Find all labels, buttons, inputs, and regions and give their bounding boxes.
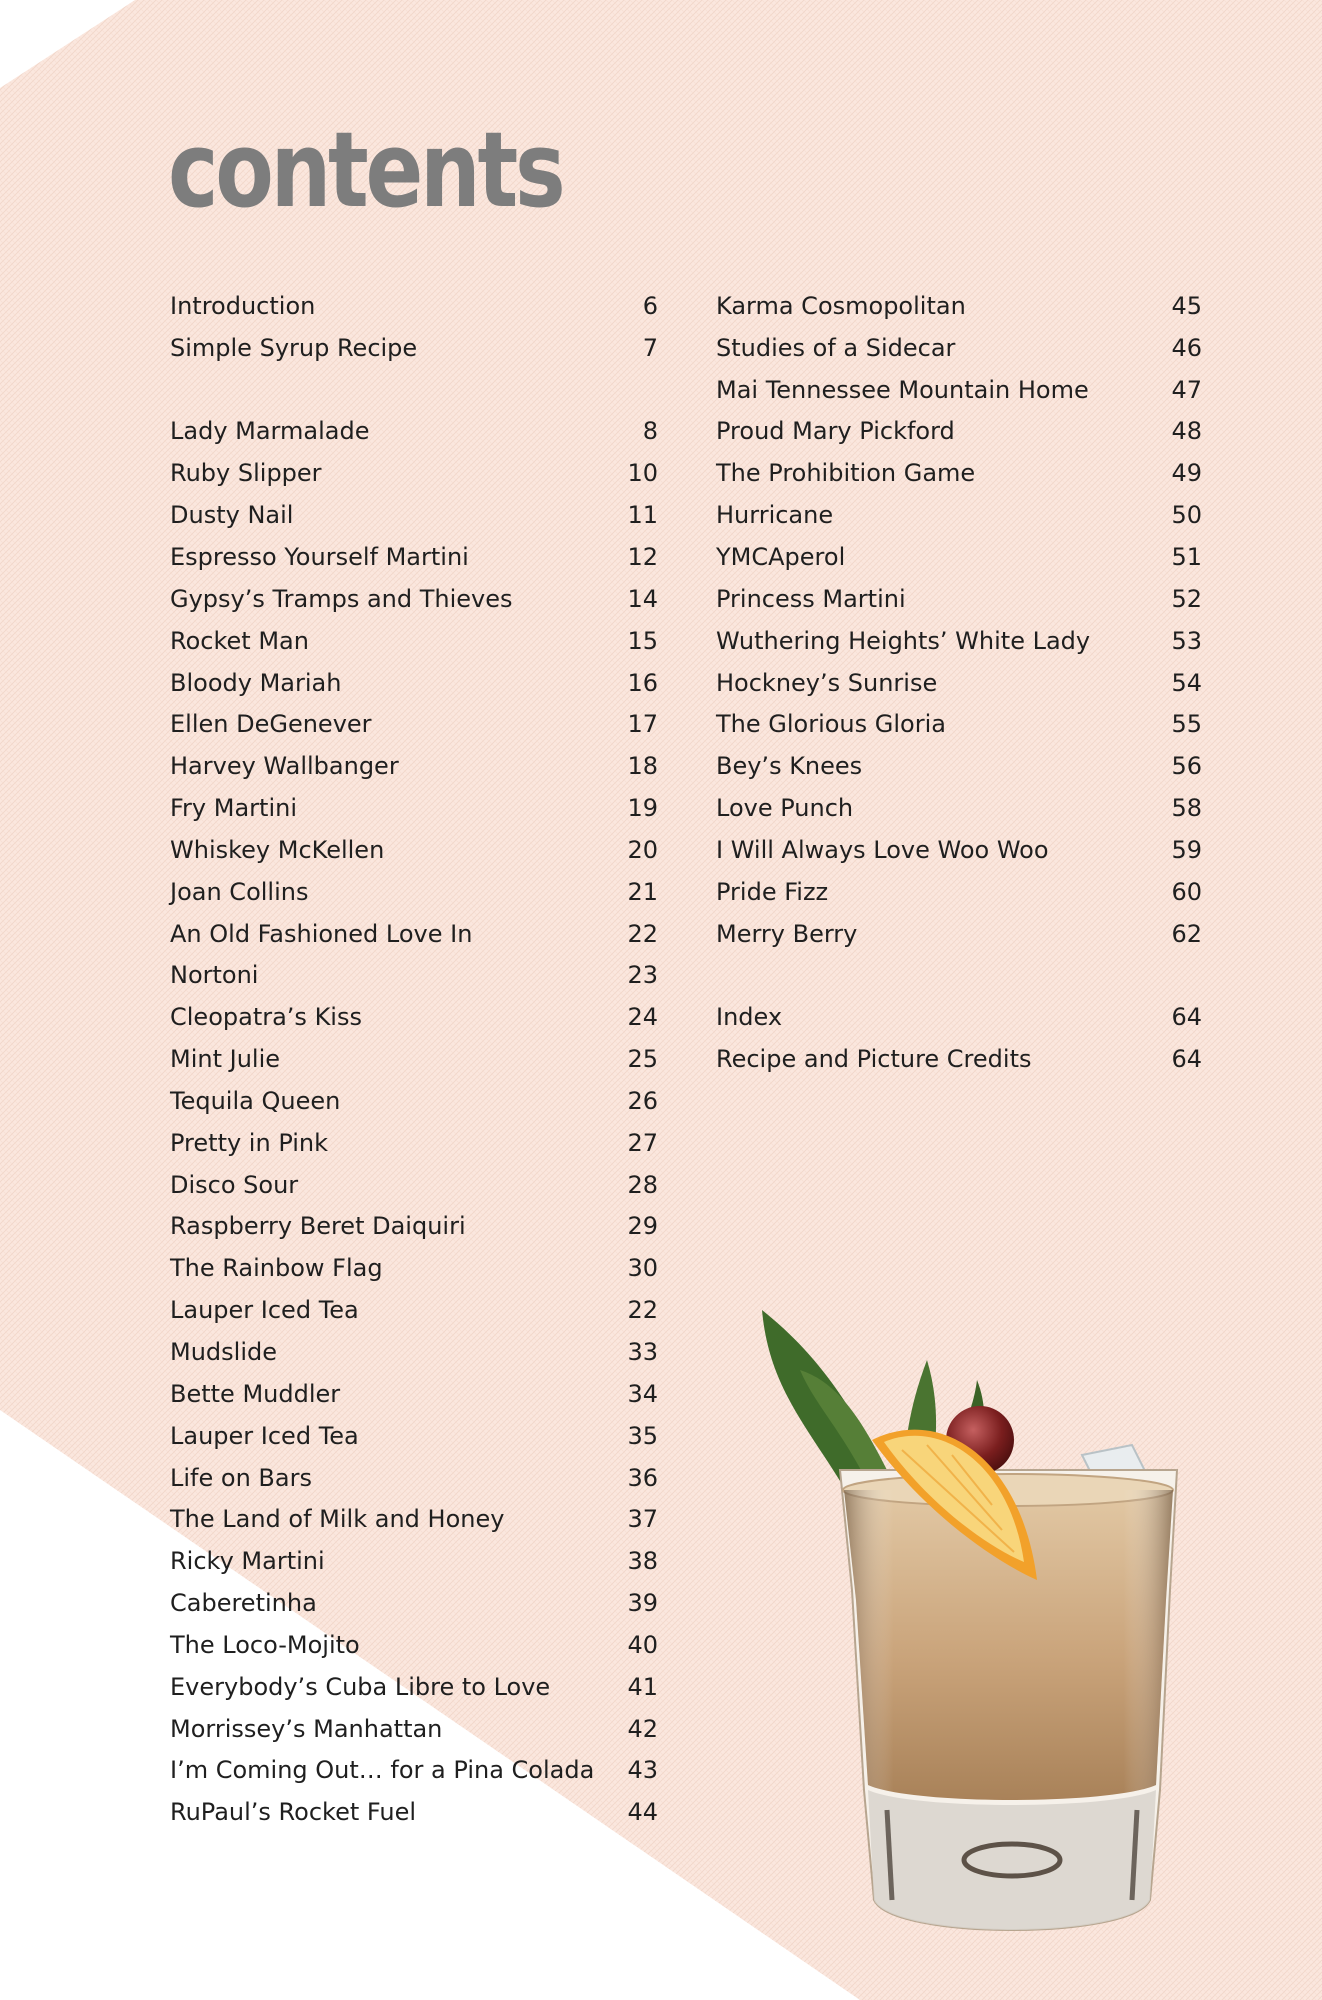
toc-entry-title: Mudslide xyxy=(170,1338,277,1367)
toc-entry-title: Bey’s Knees xyxy=(716,752,863,781)
toc-entry xyxy=(170,494,658,536)
toc-entry-page: 58 xyxy=(1171,794,1202,823)
toc-entry-title: Raspberry Beret Daiquiri xyxy=(170,1212,466,1241)
toc-entry-page: 60 xyxy=(1171,877,1202,906)
toc-entry-page: 27 xyxy=(627,1128,658,1157)
toc-entry-title: Joan Collins xyxy=(170,877,309,906)
toc-entry xyxy=(716,327,1202,369)
toc-entry-title: Nortoni xyxy=(170,961,259,990)
toc-entry-page: 16 xyxy=(627,668,658,697)
toc-entry-title: Life on Bars xyxy=(170,1463,312,1492)
toc-entry xyxy=(716,285,1202,327)
toc-entry xyxy=(716,452,1202,494)
toc-entry-title: Harvey Wallbanger xyxy=(170,752,399,781)
toc-entry-page: 10 xyxy=(627,459,658,488)
toc-entry xyxy=(170,745,658,787)
toc-entry-page: 51 xyxy=(1171,542,1202,571)
toc-entry xyxy=(170,452,658,494)
toc-entry-title: Mint Julie xyxy=(170,1045,281,1074)
toc-entry-title: The Prohibition Game xyxy=(716,459,976,488)
toc-entry xyxy=(170,787,658,829)
toc-entry xyxy=(170,1540,658,1582)
toc-entry-title: Recipe and Picture Credits xyxy=(716,1045,1032,1074)
toc-entry xyxy=(716,620,1202,662)
toc-entry-page: 19 xyxy=(627,794,658,823)
toc-entry xyxy=(170,620,658,662)
toc-entry-page: 28 xyxy=(627,1170,658,1199)
toc-entry xyxy=(170,1164,658,1206)
toc-entry xyxy=(170,1750,658,1792)
toc-entry-page: 17 xyxy=(627,710,658,739)
toc-entry xyxy=(170,327,658,369)
toc-entry-title: Whiskey McKellen xyxy=(170,835,385,864)
toc-entry-title: Wuthering Heights’ White Lady xyxy=(716,626,1091,655)
toc-entry-page: 46 xyxy=(1171,333,1202,362)
toc-entry-title: Bette Muddler xyxy=(170,1379,341,1408)
toc-entry-title: Ricky Martini xyxy=(170,1547,325,1576)
toc-entry-page: 20 xyxy=(627,835,658,864)
toc-entry-title: Morrissey’s Manhattan xyxy=(170,1714,443,1743)
toc-entry-page: 26 xyxy=(627,1086,658,1115)
toc-entry-title: Merry Berry xyxy=(716,919,858,948)
toc-entry-page: 55 xyxy=(1171,710,1202,739)
toc-entry-page: 22 xyxy=(627,1296,658,1325)
toc-entry-page: 34 xyxy=(627,1379,658,1408)
toc-entry xyxy=(716,871,1202,913)
toc-entry-title: An Old Fashioned Love In xyxy=(170,919,473,948)
toc-entry xyxy=(716,996,1202,1038)
toc-entry-page: 14 xyxy=(627,584,658,613)
toc-entry xyxy=(170,1373,658,1415)
toc-entry xyxy=(170,1708,658,1750)
toc-entry-title: Tequila Queen xyxy=(170,1086,341,1115)
toc-entry xyxy=(170,1791,658,1833)
toc-entry-title: Simple Syrup Recipe xyxy=(170,333,418,362)
toc-entry-title: Ellen DeGenever xyxy=(170,710,372,739)
toc-entry xyxy=(170,1289,658,1331)
toc-entry xyxy=(170,1038,658,1080)
toc-entry xyxy=(716,578,1202,620)
toc-entry-title: Karma Cosmopolitan xyxy=(716,291,966,320)
toc-entry-title: Espresso Yourself Martini xyxy=(170,542,469,571)
toc-entry-page: 64 xyxy=(1171,1045,1202,1074)
toc-entry-page: 30 xyxy=(627,1254,658,1283)
toc-entry-page: 49 xyxy=(1171,459,1202,488)
toc-entry-title: RuPaul’s Rocket Fuel xyxy=(170,1798,417,1827)
toc-entry-page: 22 xyxy=(627,919,658,948)
toc-entry-title: Princess Martini xyxy=(716,584,906,613)
toc-entry-page: 35 xyxy=(627,1421,658,1450)
toc-entry-title: Hockney’s Sunrise xyxy=(716,668,938,697)
toc-entry xyxy=(170,1457,658,1499)
toc-column-left xyxy=(170,285,658,1833)
toc-entry xyxy=(716,913,1202,955)
toc-entry xyxy=(716,1038,1202,1080)
toc-entry-title: Pretty in Pink xyxy=(170,1128,329,1157)
toc-entry xyxy=(716,369,1202,411)
toc-entry-page: 21 xyxy=(627,877,658,906)
toc-entry-title: Lady Marmalade xyxy=(170,417,370,446)
page-title: contents xyxy=(168,109,563,231)
toc-entry xyxy=(716,662,1202,704)
toc-entry-page: 7 xyxy=(642,333,658,362)
toc-entry-title: I’m Coming Out… for a Pina Colada xyxy=(170,1756,595,1785)
toc-entry-page: 23 xyxy=(627,961,658,990)
toc-entry xyxy=(170,871,658,913)
toc-entry xyxy=(170,955,658,997)
toc-entry-page: 45 xyxy=(1171,291,1202,320)
toc-entry-title: Pride Fizz xyxy=(716,877,829,906)
toc-entry-page: 38 xyxy=(627,1547,658,1576)
toc-entry xyxy=(716,745,1202,787)
toc-entry xyxy=(170,913,658,955)
toc-entry-page: 48 xyxy=(1171,417,1202,446)
toc-entry-title: Proud Mary Pickford xyxy=(716,417,955,446)
toc-entry-title: Studies of a Sidecar xyxy=(716,333,956,362)
toc-entry-title: Love Punch xyxy=(716,794,854,823)
toc-entry-title: Gypsy’s Tramps and Thieves xyxy=(170,584,513,613)
toc-entry-page: 53 xyxy=(1171,626,1202,655)
toc-entry-title: Mai Tennessee Mountain Home xyxy=(716,375,1089,404)
toc-entry xyxy=(170,703,658,745)
toc-entry xyxy=(170,662,658,704)
toc-entry-title: Lauper Iced Tea xyxy=(170,1421,359,1450)
toc-entry-page: 59 xyxy=(1171,835,1202,864)
toc-entry xyxy=(170,996,658,1038)
toc-entry xyxy=(716,494,1202,536)
toc-entry-page: 64 xyxy=(1171,1003,1202,1032)
toc-entry-page: 56 xyxy=(1171,752,1202,781)
toc-entry-page: 12 xyxy=(627,542,658,571)
toc-entry-title: Caberetinha xyxy=(170,1589,317,1618)
toc-entry-title: I Will Always Love Woo Woo xyxy=(716,835,1049,864)
glass-base xyxy=(868,1790,1156,1930)
toc-entry-title: Disco Sour xyxy=(170,1170,299,1199)
toc-entry-title: YMCAperol xyxy=(716,542,846,571)
toc-entry xyxy=(716,411,1202,453)
toc-entry-title: Rocket Man xyxy=(170,626,309,655)
toc-entry-title: The Rainbow Flag xyxy=(170,1254,383,1283)
toc-entry-title: Hurricane xyxy=(716,501,834,530)
toc-entry xyxy=(170,1247,658,1289)
toc-entry xyxy=(170,1666,658,1708)
toc-entry-page: 37 xyxy=(627,1505,658,1534)
toc-entry-title: Index xyxy=(716,1003,783,1032)
toc-entry-page: 40 xyxy=(627,1630,658,1659)
toc-entry xyxy=(170,829,658,871)
toc-entry xyxy=(716,536,1202,578)
toc-entry xyxy=(170,1080,658,1122)
toc-entry-page: 47 xyxy=(1171,375,1202,404)
toc-entry xyxy=(170,1624,658,1666)
toc-entry-page: 36 xyxy=(627,1463,658,1492)
toc-entry-title: Lauper Iced Tea xyxy=(170,1296,359,1325)
toc-entry-page: 29 xyxy=(627,1212,658,1241)
toc-entry xyxy=(170,1415,658,1457)
toc-entry-page: 43 xyxy=(627,1756,658,1785)
toc-entry xyxy=(170,1122,658,1164)
toc-entry xyxy=(170,1498,658,1540)
toc-entry xyxy=(716,829,1202,871)
toc-entry-page: 42 xyxy=(627,1714,658,1743)
toc-entry xyxy=(170,536,658,578)
toc-entry-page: 44 xyxy=(627,1798,658,1827)
toc-entry-title: The Glorious Gloria xyxy=(716,710,946,739)
cocktail-glass-photo xyxy=(752,1290,1192,1950)
toc-entry-page: 18 xyxy=(627,752,658,781)
toc-entry-page: 24 xyxy=(627,1003,658,1032)
toc-entry-title: Introduction xyxy=(170,291,316,320)
toc-entry-page: 39 xyxy=(627,1589,658,1618)
toc-entry-page: 15 xyxy=(627,626,658,655)
toc-entry xyxy=(170,578,658,620)
toc-entry xyxy=(170,285,658,327)
toc-entry xyxy=(170,1331,658,1373)
toc-entry-title: Dusty Nail xyxy=(170,501,294,530)
toc-entry-title: The Loco-Mojito xyxy=(170,1630,360,1659)
toc-entry-title: Cleopatra’s Kiss xyxy=(170,1003,362,1032)
toc-entry-title: Bloody Mariah xyxy=(170,668,342,697)
toc-entry-page: 11 xyxy=(627,501,658,530)
toc-entry-page: 6 xyxy=(642,291,658,320)
toc-entry-title: Ruby Slipper xyxy=(170,459,322,488)
toc-entry xyxy=(716,787,1202,829)
toc-entry-page: 25 xyxy=(627,1045,658,1074)
toc-entry-page: 33 xyxy=(627,1338,658,1367)
toc-column-right xyxy=(716,285,1202,1080)
toc-entry-title: The Land of Milk and Honey xyxy=(170,1505,505,1534)
toc-entry-page: 50 xyxy=(1171,501,1202,530)
toc-entry xyxy=(170,1582,658,1624)
toc-entry xyxy=(716,703,1202,745)
toc-entry-title: Fry Martini xyxy=(170,794,297,823)
toc-entry-page: 41 xyxy=(627,1672,658,1701)
toc-entry xyxy=(170,1206,658,1248)
toc-entry-page: 54 xyxy=(1171,668,1202,697)
toc-entry-page: 52 xyxy=(1171,584,1202,613)
toc-entry-title: Everybody’s Cuba Libre to Love xyxy=(170,1672,551,1701)
toc-entry-page: 62 xyxy=(1171,919,1202,948)
toc-entry-page: 8 xyxy=(642,417,658,446)
toc-entry xyxy=(170,411,658,453)
